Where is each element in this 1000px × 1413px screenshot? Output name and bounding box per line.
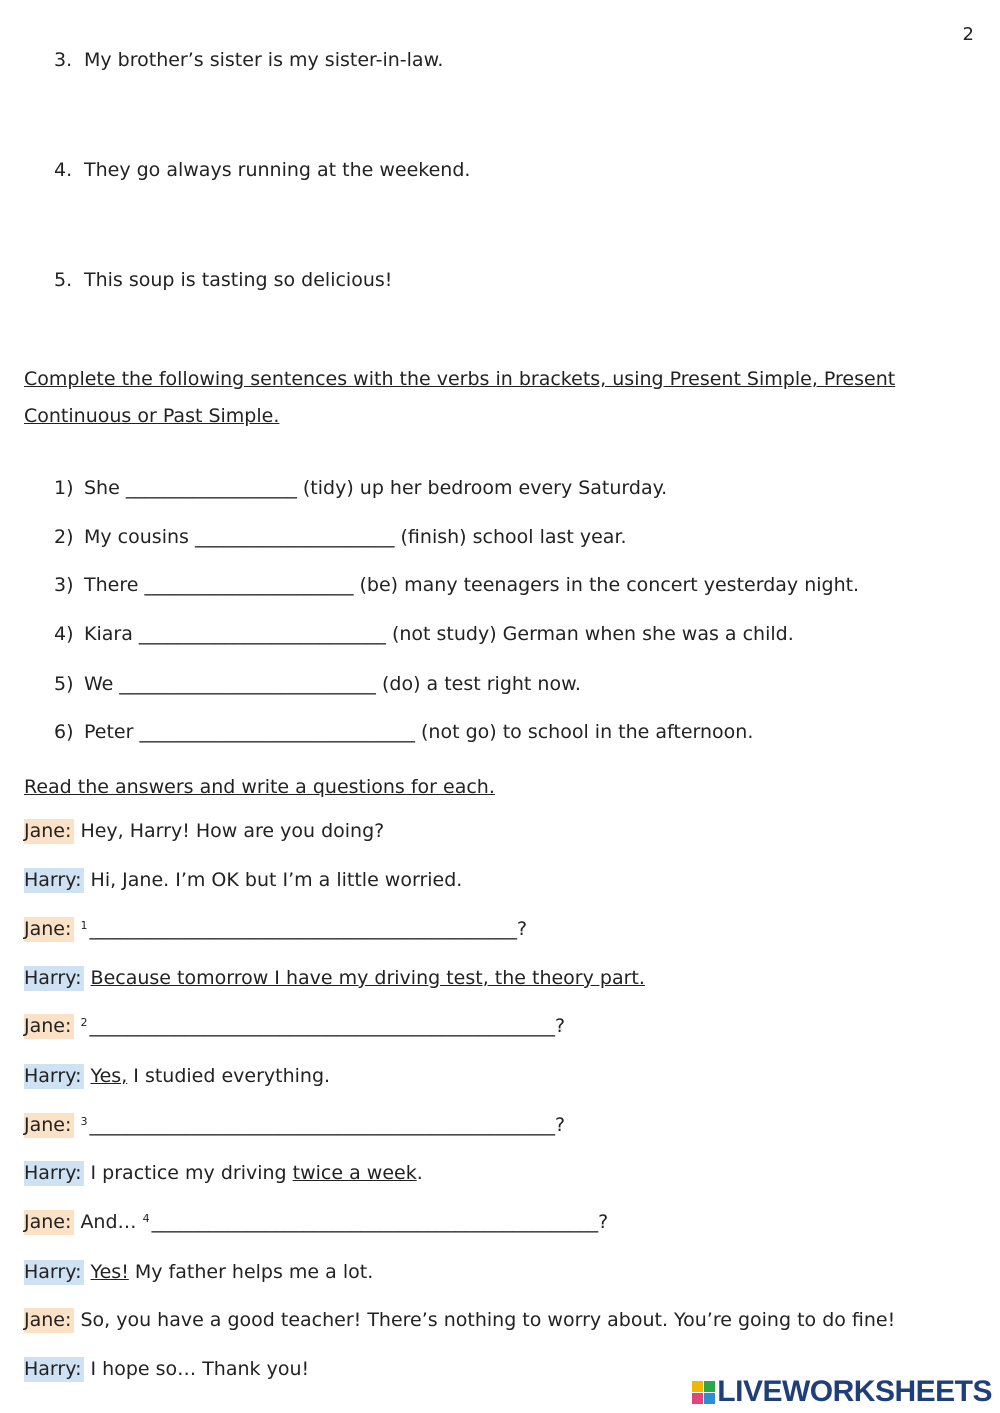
dialogue-line-4: [24, 967, 645, 989]
dialogue-line-5: [24, 1015, 565, 1037]
line-text: Hey, Harry! How are you doing?: [80, 820, 385, 842]
question-number: 2: [80, 1016, 88, 1029]
question-mark: ?: [554, 1114, 566, 1136]
dialogue-line-3: [24, 918, 527, 940]
question-mark: ?: [554, 1015, 566, 1037]
speaker-harry: Harry:: [24, 1064, 84, 1089]
dialogue-line-9: [24, 1211, 608, 1233]
item-number: 5): [54, 673, 74, 695]
answer-blank[interactable]: ______________________: [144, 574, 354, 596]
answer-blank[interactable]: __________________________: [138, 623, 386, 645]
question-number: 4: [142, 1212, 150, 1225]
speaker-harry: Harry:: [24, 1161, 84, 1186]
answer-blank[interactable]: __________________: [125, 477, 297, 499]
underlined-answer: Because tomorrow I have my driving test, the theory part.: [90, 967, 645, 989]
item-number: 4.: [54, 159, 73, 181]
question-mark: ?: [516, 918, 528, 940]
question-blank[interactable]: _________________________________________________: [89, 1015, 555, 1037]
item-before: She: [84, 477, 120, 499]
item-number: 3): [54, 574, 74, 596]
logo-square-yellow: [692, 1381, 703, 1392]
speaker-harry: Harry:: [24, 966, 84, 991]
page-number: 2: [962, 24, 974, 45]
dialogue-line-10: [24, 1261, 373, 1283]
dialogue-line-11: [24, 1309, 895, 1331]
item-number: 5.: [54, 269, 73, 291]
error-item-4: [54, 159, 470, 181]
dialogue-line-1: [24, 820, 384, 842]
line-text: My father helps me a lot.: [134, 1261, 374, 1283]
question-blank[interactable]: _____________________________________________: [89, 918, 517, 940]
question-number: 1: [80, 919, 88, 932]
answer-blank[interactable]: _____________________: [194, 526, 395, 548]
answer-blank[interactable]: _____________________________: [139, 721, 415, 743]
underlined-answer: twice a week: [292, 1162, 417, 1184]
instruction-complete-sentences: [24, 361, 895, 435]
speaker-jane: Jane:: [24, 1308, 74, 1333]
question-blank[interactable]: _______________________________________________: [151, 1211, 599, 1233]
item-after: (tidy) up her bedroom every Saturday.: [302, 477, 668, 499]
gap-item-6: [54, 721, 753, 743]
item-after: (be) many teenagers in the concert yesterday night.: [359, 574, 860, 596]
item-number: 3.: [54, 49, 73, 71]
logo-square-blue: [704, 1393, 715, 1404]
item-before: There: [84, 574, 139, 596]
dialogue-line-7: [24, 1114, 565, 1136]
line-text: And…: [80, 1211, 137, 1233]
line-text: Hi, Jane. I’m OK but I’m a little worried.: [90, 869, 463, 891]
item-text: My brother’s sister is my sister-in-law.: [84, 49, 444, 71]
item-number: 6): [54, 721, 74, 743]
speaker-jane: Jane:: [24, 1113, 74, 1138]
item-before: Kiara: [84, 623, 133, 645]
gap-item-2: [54, 526, 627, 548]
speaker-harry: Harry:: [24, 868, 84, 893]
speaker-jane: Jane:: [24, 819, 74, 844]
item-text: They go always running at the weekend.: [84, 159, 471, 181]
dialogue-line-2: [24, 869, 462, 891]
logo-text: LIVEWORKSHEETS: [717, 1375, 992, 1408]
speaker-harry: Harry:: [24, 1357, 84, 1382]
item-number: 2): [54, 526, 74, 548]
question-number: 3: [80, 1115, 88, 1128]
speaker-jane: Jane:: [24, 1014, 74, 1039]
item-before: Peter: [84, 721, 134, 743]
gap-item-4: [54, 623, 794, 645]
item-before: We: [84, 673, 114, 695]
gap-item-5: [54, 673, 581, 695]
dialogue-line-6: [24, 1065, 330, 1087]
item-after: (do) a test right now.: [381, 673, 581, 695]
speaker-jane: Jane:: [24, 1210, 74, 1235]
item-text: This soup is tasting so delicious!: [84, 269, 393, 291]
speaker-jane: Jane:: [24, 917, 74, 942]
answer-blank[interactable]: ___________________________: [119, 673, 376, 695]
line-end: .: [416, 1162, 423, 1184]
speaker-harry: Harry:: [24, 1260, 84, 1285]
line-text: I practice my driving: [90, 1162, 287, 1184]
line-text: I studied everything.: [133, 1065, 331, 1087]
liveworksheets-logo[interactable]: [692, 1375, 992, 1409]
item-after: (not study) German when she was a child.: [391, 623, 794, 645]
line-text: So, you have a good teacher! There’s nothing to worry about. You’re going to do fine!: [80, 1309, 896, 1331]
underlined-answer: Yes!: [90, 1261, 129, 1283]
error-item-3: [54, 49, 443, 71]
logo-square-green: [704, 1381, 715, 1392]
instruction-line-2: Continuous or Past Simple.: [24, 405, 280, 427]
item-before: My cousins: [84, 526, 189, 548]
question-mark: ?: [598, 1211, 609, 1233]
line-text: I hope so… Thank you!: [90, 1358, 310, 1380]
instruction-write-questions: Read the answers and write a questions for each.: [24, 776, 495, 798]
item-number: 1): [54, 477, 74, 499]
dialogue-line-8: [24, 1162, 423, 1184]
gap-item-1: [54, 477, 667, 499]
gap-item-3: [54, 574, 859, 596]
error-item-5: [54, 269, 392, 291]
underlined-answer: Yes,: [90, 1065, 128, 1087]
item-after: (not go) to school in the afternoon.: [421, 721, 754, 743]
liveworksheets-logo-icon: [692, 1381, 715, 1404]
item-after: (finish) school last year.: [400, 526, 627, 548]
item-number: 4): [54, 623, 74, 645]
instruction-line-1: Complete the following sentences with the verbs in brackets, using Present Simple, Present: [24, 368, 896, 390]
dialogue-line-12: [24, 1358, 309, 1380]
logo-square-pink: [692, 1393, 703, 1404]
question-blank[interactable]: _________________________________________________: [89, 1114, 555, 1136]
